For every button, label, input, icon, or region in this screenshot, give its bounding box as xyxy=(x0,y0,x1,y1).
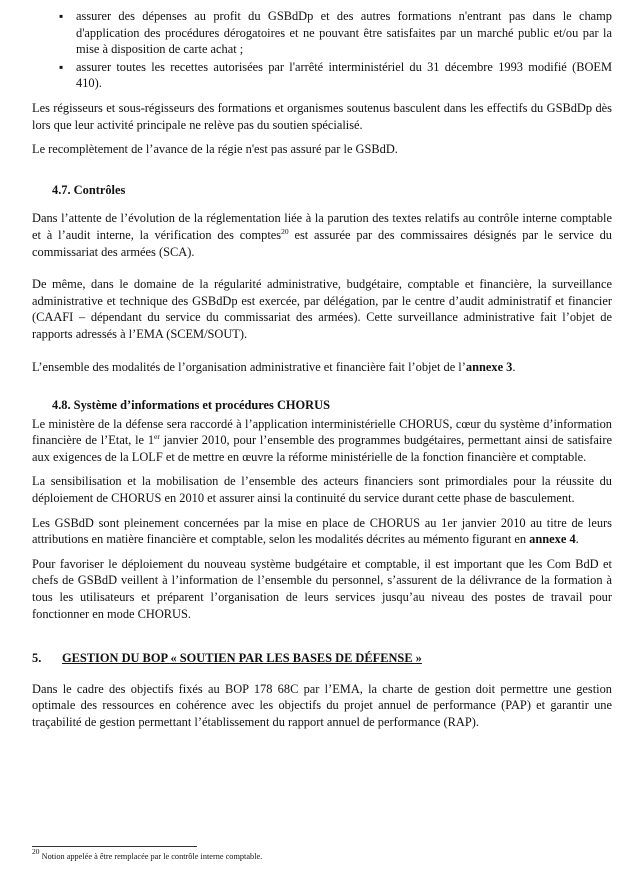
footnote-ref[interactable]: 20 xyxy=(281,226,289,236)
footnote-divider xyxy=(32,846,197,847)
section-heading-5: 5. GESTION DU BOP « SOUTIEN PAR LES BASES DE DÉFENSE » xyxy=(32,651,422,666)
section-heading-4-7: 4.7. Contrôles xyxy=(52,182,126,197)
document-page xyxy=(32,8,612,739)
paragraph: Le ministère de la défense sera raccordé à l’application interministérielle CHORUS, cœur du système d’information financière de l’Etat, le 1er janvier 2010, pour l’ensemble des programmes budgétaires, permettant ainsi de satisfaire aux exigences de la LOLF et de mettre en œuvre la réforme ministérielle de la fonction financière et comptable. xyxy=(32,416,612,464)
footnote: $^{20}$ Notion appelée à être remplacée par le contrôle interne comptable. xyxy=(32,847,263,861)
paragraph: De même, dans le domaine de la régularité administrative, budgétaire, comptable et financière, la surveillance administrative et technique des GSBdDp est exercée, par délégation, par le centre d’audit administratif et financier (CAAFI – dépendant du service du commissariat des armées). Cette surveillance administrative fait l’objet de rapports adressés à l’EMA (SCEM/SOUT). xyxy=(32,277,612,341)
paragraph: Dans l’attente de l’évolution de la réglementation liée à la parution des textes relatifs au contrôle interne comptable et à l’audit interne, la vérification des comptes$^{20}$ est assurée par des commissaires désignés par le service du commissariat des armées (SCA). xyxy=(32,211,613,259)
paragraph: Pour favoriser le déploiement du nouveau système budgétaire et comptable, il est important que les Com BdD et chefs de GSBdD veillent à l’information de l’ensemble du personnel, s’assurent de la délivrance de la formation à tous les utilisateurs et préparent l’organisation de leurs services jusqu’au niveau des postes de travail pour fonctionner en mode CHORUS. xyxy=(32,556,612,621)
paragraph: L’ensemble des modalités de l’organisation administrative et financière fait l’objet de l’annexe 3. xyxy=(32,359,516,374)
bullet-item: ▪ assurer toutes les recettes autorisées par l'arrêté interministériel du 31 décembre 1993 modifié (BOEM 410). xyxy=(76,59,612,92)
paragraph: La sensibilisation et la mobilisation de l’ensemble des acteurs financiers sont primordiales pour la réussite du déploiement de CHORUS en 2010 et assurer ainsi la continuité du service durant cette phase de basculement. xyxy=(32,474,612,506)
section-heading-4-8: 4.8. Système d’informations et procédures CHORUS xyxy=(52,398,330,413)
paragraph: Les régisseurs et sous-régisseurs des formations et organismes soutenus basculent dans les effectifs du GSBdDp dès lors que leur activité principale ne relève pas du soutien spécialisé. xyxy=(32,100,612,132)
bullet-item: ▪ assurer des dépenses au profit du GSBdDp et des autres formations n'entrant pas dans le champ d'application des procédures dérogatoires et ne pouvant être satisfaites par un marché public et/ou par la mise à disposition de carte achat ; xyxy=(76,8,612,58)
bullet-list xyxy=(32,8,612,92)
paragraph: Dans le cadre des objectifs fixés au BOP 178 68C par l’EMA, la charte de gestion doit permettre une gestion optimale des ressources en cohérence avec les objectifs du projet annuel de performance (PAP) et garantir une traçabilité de gestion permettant l’établissement du rapport annuel de performance (RAP). xyxy=(32,681,612,729)
paragraph: Le recomplètement de l’avance de la régie n'est pas assuré par le GSBdD. xyxy=(32,142,398,157)
paragraph: Les GSBdD sont pleinement concernées par la mise en place de CHORUS au 1er janvier 2010 au titre de leurs attributions en matière financière et comptable, selon les modalités décrites au mémento figurant en annexe 4. xyxy=(32,515,612,547)
